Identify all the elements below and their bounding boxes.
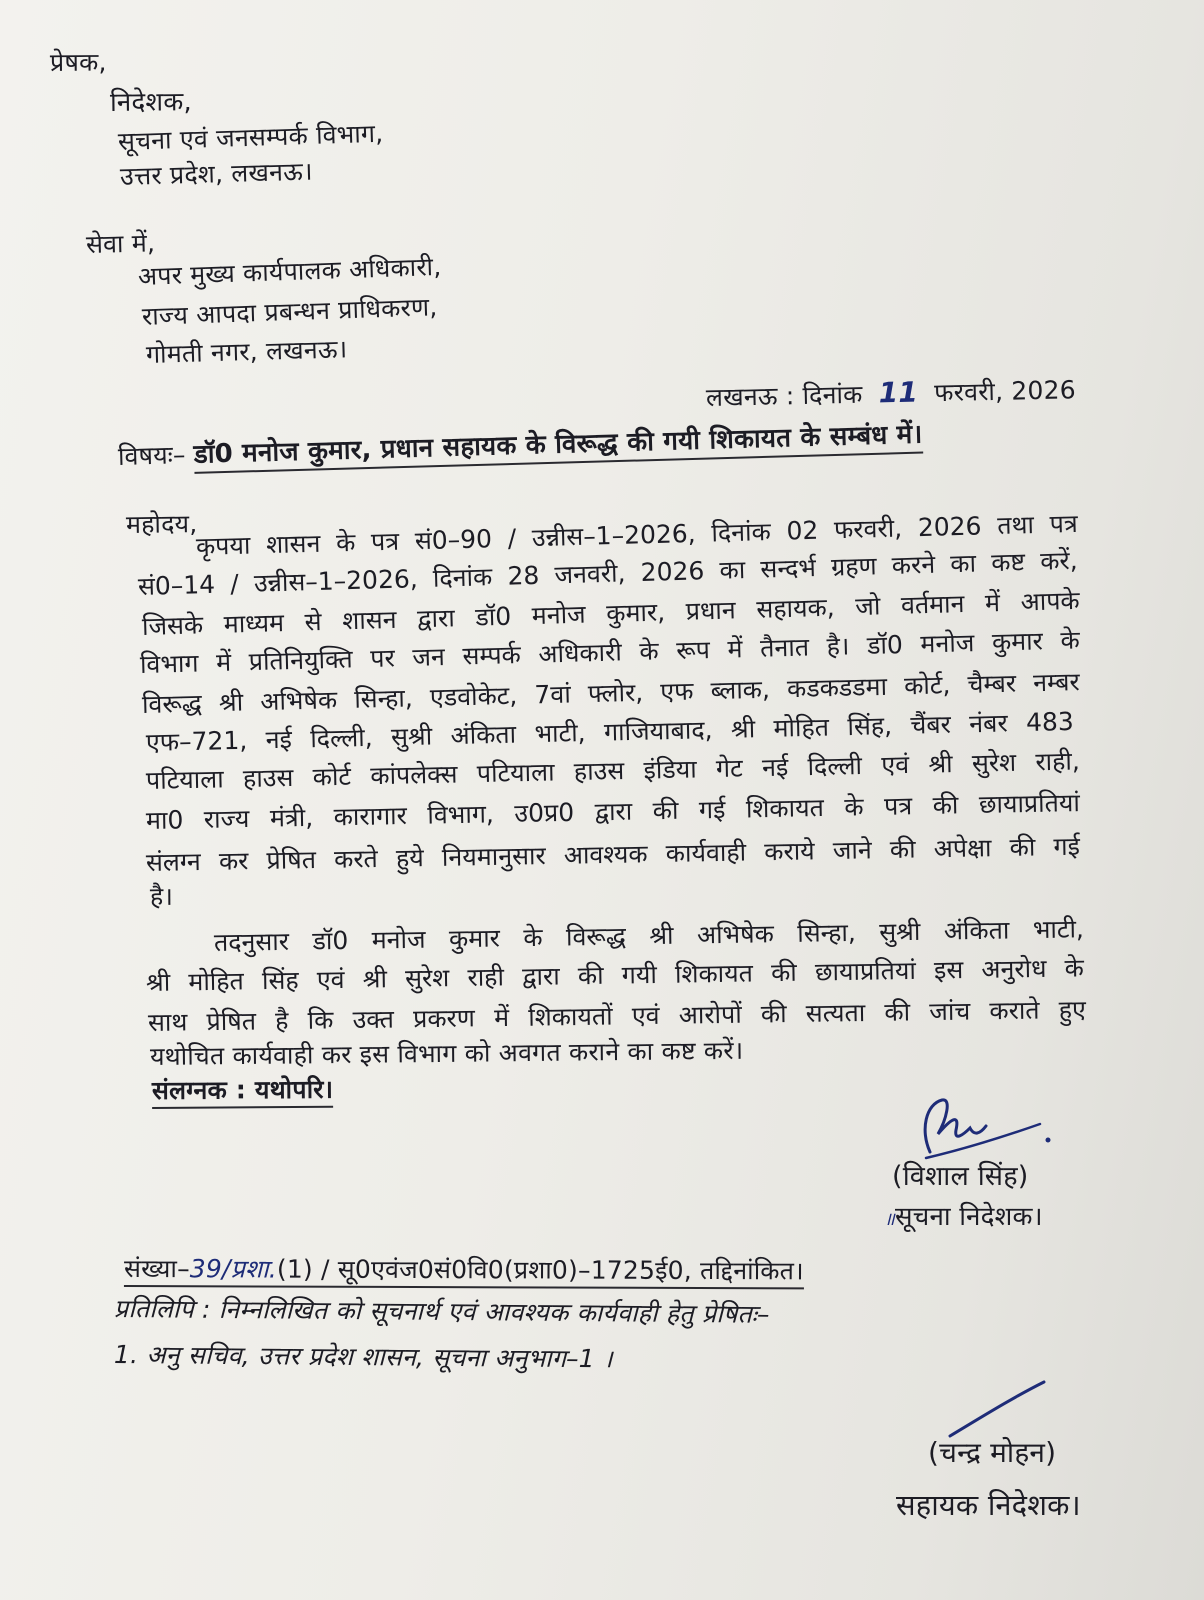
para1-line-10: है। <box>149 881 174 911</box>
reference-handwritten-no: 39/प्रशा. <box>189 1254 277 1284</box>
sender-department: सूचना एवं जनसम्पर्क विभाग, <box>117 118 384 156</box>
date-handwritten-day: 11 <box>878 375 919 410</box>
subject-text: डॉ0 मनोज कुमार, प्रधान सहायक के विरूद्ध की गयी शिकायत के सम्बंध में। <box>193 420 923 474</box>
date-suffix: फरवरी, 2026 <box>933 375 1077 408</box>
para1-line-1: कृपया शासन के पत्र सं0–90 / उन्नीस–1–2026, दिनांक 02 फरवरी, 2026 तथा पत्र <box>195 508 1079 561</box>
salutation: महोदय, <box>125 509 198 539</box>
recipient-location: गोमती नगर, लखनऊ। <box>145 334 348 369</box>
enclosure <box>152 1073 334 1108</box>
para2-line-3: साथ प्रेषित है कि उक्त प्रकरण में शिकायतों एवं आरोपों की सत्यता की जांच कराते हुए <box>147 994 1087 1037</box>
sender-location: उत्तर प्रदेश, लखनऊ। <box>119 156 314 191</box>
reference-text <box>124 1254 804 1289</box>
para1-line-8: मा0 राज्य मंत्री, कारागार विभाग, उ0प्र0 द्वारा की गई शिकायत के पत्र की छायाप्रतियां <box>145 788 1081 835</box>
reference-line <box>124 1252 804 1288</box>
para1-line-5: विरूद्ध श्री अभिषेक सिन्हा, एडवोकेट, 7वां फ्लोर, एफ ब्लाक, कडकडडमा कोर्ट, चैम्बर नम्बर <box>141 667 1081 719</box>
para1-line-9: संलग्न कर प्रेषित करते हुये नियमानुसार आवश्यक कार्यवाही कराये जाने की अपेक्षा की गई <box>145 831 1081 877</box>
copy-to-item-1: 1. अनु सचिव, उत्तर प्रदेश शासन, सूचना अनुभाग–1 । <box>113 1340 613 1374</box>
para2-line-4: यथोचित कार्यवाही कर इस विभाग को अवगत कराने का कष्ट करें। <box>149 1035 744 1071</box>
signatory2-name: (चन्द्र मोहन) <box>928 1436 1057 1469</box>
sender-label: प्रेषक, <box>49 47 107 77</box>
para1-line-6: एफ–721, नई दिल्ली, सुश्री अंकिता भाटी, गाजियाबाद, श्री मोहित सिंह, चैंबर नंबर 483 <box>145 706 1075 757</box>
para1-line-7: पटियाला हाउस कोर्ट कांपलेक्स पटियाला हाउस इंडिया गेट नई दिल्ली एवं श्री सुरेश राही, <box>145 746 1081 795</box>
para1-line-4: विभाग में प्रतिनियुक्ति पर जन सम्पर्क अधिकारी के रूप में तैनात है। डॉ0 मनोज कुमार के <box>139 625 1081 679</box>
enclosure-text: संलग्नक : यथोपरि। <box>152 1075 334 1109</box>
date-line <box>706 372 1076 415</box>
subject-label: विषयः– <box>117 440 187 471</box>
signature-mark-1 <box>890 1090 1060 1170</box>
copy-to-label: प्रतिलिपि : निम्नलिखित को सूचनार्थ एवं आवश्यक कार्यवाही हेतु प्रेषितः– <box>113 1294 770 1329</box>
subject-line <box>118 418 923 474</box>
reference-prefix: संख्या– <box>123 1254 190 1284</box>
recipient-designation: अपर मुख्य कार्यपालक अधिकारी, <box>137 251 442 291</box>
para2-line-1: तदनुसार डॉ0 मनोज कुमार के विरूद्ध श्री अभिषेक सिन्हा, सुश्री अंकिता भाटी, <box>213 914 1085 957</box>
initial-mark: ॥ <box>884 1209 895 1230</box>
signatory2-designation: सहायक निदेशक। <box>896 1488 1081 1522</box>
sender-designation: निदेशक, <box>109 87 193 118</box>
para2-line-2: श्री मोहित सिंह एवं श्री सुरेश राही द्वारा की गयी शिकायत की छायाप्रतियां इस अनुरोध के <box>145 953 1085 997</box>
para1-line-2: सं0–14 / उन्नीस–1–2026, दिनांक 28 जनवरी, 2026 का सन्दर्भ ग्रहण करने का कष्ट करें, <box>137 545 1079 601</box>
signatory1-name: (विशाल सिंह) <box>892 1161 1029 1192</box>
recipient-office: राज्य आपदा प्रबन्धन प्राधिकरण, <box>141 292 438 331</box>
date-prefix: लखनऊ : दिनांक <box>705 379 863 412</box>
reference-rest: (1) / सू0एवंज0सं0वि0(प्रशा0)–1725ई0, तद्दिनांकित। <box>276 1254 804 1286</box>
para1-line-3: जिसके माध्यम से शासन द्वारा डॉ0 मनोज कुमार, प्रधान सहायक, जो वर्तमान में आपके <box>141 585 1081 641</box>
signatory1-designation: ॥सूचना निदेशक। <box>884 1202 1043 1232</box>
recipient-label: सेवा में, <box>85 228 156 259</box>
